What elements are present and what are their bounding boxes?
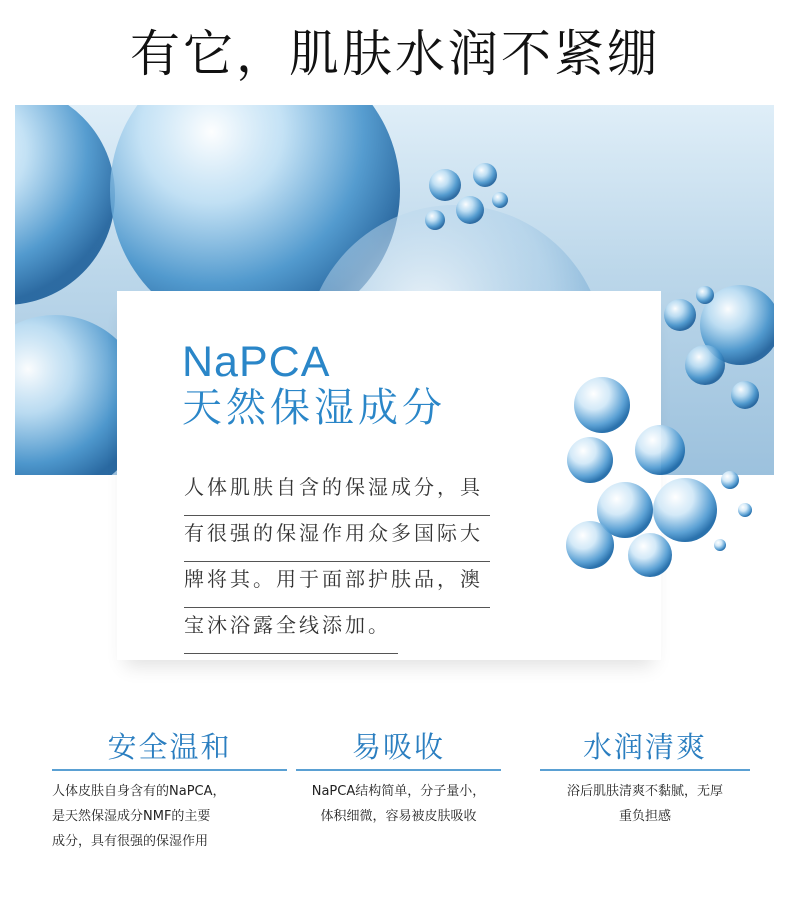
feature-description bbox=[540, 779, 750, 829]
ingredient-description bbox=[184, 470, 490, 654]
ingredient-description-line: 宝沐浴露全线添加。 bbox=[184, 608, 398, 654]
feature-description-line: 浴后肌肤清爽不黏腻，无厚 bbox=[566, 784, 723, 799]
ingredient-description-line: 人体肌肤自含的保湿成分，具 bbox=[184, 470, 490, 516]
feature-title: 易吸收 bbox=[351, 730, 445, 764]
feature-safe-mild bbox=[52, 725, 287, 854]
ingredient-description-line: 牌将其。用于面部护肤品，澳 bbox=[184, 562, 490, 608]
feature-description-line: 是天然保湿成分NMF的主要 bbox=[52, 809, 211, 824]
feature-description-line: 体积细微，容易被皮肤吸收 bbox=[320, 809, 477, 824]
bubble-large-left bbox=[15, 105, 115, 305]
feature-description-line: 成分，具有很强的保湿作用 bbox=[52, 834, 209, 849]
feature-description-line: NaPCA结构简单，分子量小， bbox=[311, 784, 486, 799]
feature-divider bbox=[296, 769, 501, 771]
bubble-cluster-image bbox=[540, 360, 780, 620]
feature-title: 水润清爽 bbox=[582, 730, 707, 764]
feature-easy-absorb bbox=[296, 725, 501, 829]
page-headline: 有它，肌肤水润不紧绷 bbox=[130, 25, 660, 83]
ingredient-description-line: 有很强的保湿作用众多国际大 bbox=[184, 516, 490, 562]
feature-divider bbox=[540, 769, 750, 771]
feature-description-line: 重负担感 bbox=[618, 809, 671, 824]
feature-moist-fresh bbox=[540, 725, 750, 829]
feature-divider bbox=[52, 769, 287, 771]
feature-title: 安全温和 bbox=[107, 730, 232, 764]
ingredient-title bbox=[182, 340, 446, 429]
feature-description-line: 人体皮肤自身含有的NaPCA， bbox=[52, 784, 226, 799]
ingredient-title-line1: NaPCA bbox=[182, 338, 331, 386]
feature-description bbox=[296, 779, 501, 829]
ingredient-title-line2: 天然保湿成分 bbox=[182, 386, 446, 431]
feature-description bbox=[52, 779, 287, 854]
